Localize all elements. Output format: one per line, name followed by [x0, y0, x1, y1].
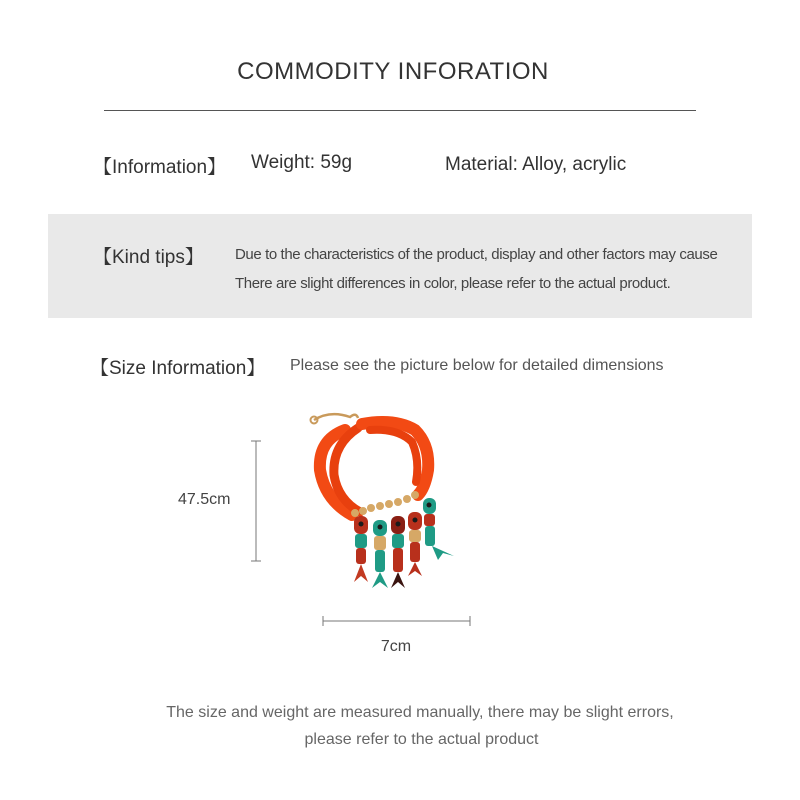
- size-description: Please see the picture below for detailed dimensions: [290, 357, 664, 374]
- fish-pendant: [354, 516, 368, 582]
- width-dimension-line: [323, 616, 470, 626]
- kind-tips-label: 【Kind tips】: [93, 247, 204, 268]
- material-text: Material: Alloy, acrylic: [445, 154, 627, 175]
- height-dimension-label: 47.5cm: [178, 491, 231, 508]
- height-dimension-line: [251, 441, 261, 561]
- fish-pendant: [408, 512, 422, 576]
- kind-tips-line-2: There are slight differences in color, please refer to the actual product.: [235, 275, 671, 292]
- measurement-note-line-1: The size and weight are measured manually, there may be slight errors,: [166, 704, 674, 721]
- kind-tips-line-1: Due to the characteristics of the product, display and other factors may cause: [235, 246, 718, 263]
- information-label: 【Information】: [93, 157, 227, 178]
- fish-pendant: [423, 498, 454, 560]
- weight-text: Weight: 59g: [251, 152, 353, 173]
- fish-pendant: [372, 520, 388, 588]
- measurement-note-line-2: please refer to the actual product: [304, 731, 539, 748]
- page-title: COMMODITY INFORATION: [237, 58, 549, 85]
- size-information-label: 【Size Information】: [90, 358, 266, 379]
- necklace-image: [311, 414, 455, 588]
- width-dimension-label: 7cm: [380, 638, 412, 655]
- fish-pendant: [391, 516, 405, 588]
